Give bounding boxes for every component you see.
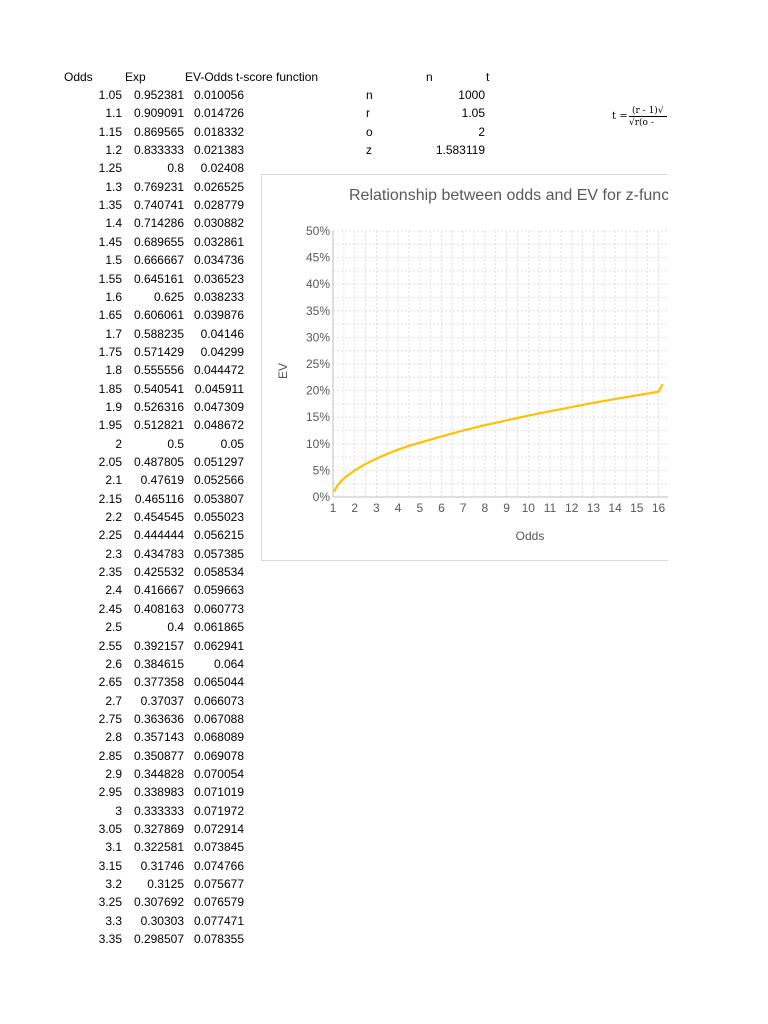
cell-ev[interactable]: 0.047309 <box>193 399 244 414</box>
x-tick-label: 13 <box>586 501 601 515</box>
table-row <box>0 877 250 895</box>
x-tick-label: 7 <box>459 501 467 515</box>
table-row <box>0 694 250 712</box>
cell-exp[interactable]: 0.350877 <box>133 748 184 763</box>
cell-exp[interactable]: 0.689655 <box>133 234 184 249</box>
cell-odds[interactable]: 1.9 <box>105 399 122 414</box>
cell-exp[interactable]: 0.606061 <box>133 308 184 323</box>
cell-ev[interactable]: 0.039876 <box>193 308 244 323</box>
y-tick-label: 45% <box>305 250 330 265</box>
cell-odds[interactable]: 2.05 <box>98 455 122 469</box>
cell-exp[interactable]: 0.47619 <box>140 473 184 488</box>
y-tick-label: 35% <box>305 303 330 318</box>
cell-odds[interactable]: 3.1 <box>105 840 122 855</box>
param-label-o[interactable]: o <box>366 124 373 139</box>
cell-ev[interactable]: 0.065044 <box>193 675 244 690</box>
cell-odds[interactable]: 3.05 <box>98 822 122 836</box>
cell-ev[interactable]: 0.018332 <box>193 124 244 139</box>
cell-ev[interactable]: 0.034736 <box>193 253 244 268</box>
cell-odds[interactable]: 2.55 <box>98 638 122 653</box>
table-row <box>0 290 250 308</box>
y-tick-label: 30% <box>305 330 330 345</box>
cell-ev[interactable]: 0.04299 <box>200 344 244 359</box>
table-row <box>0 730 250 748</box>
cell-odds[interactable]: 2.75 <box>98 711 122 726</box>
header-exp[interactable]: Exp <box>125 70 146 84</box>
cell-odds[interactable]: 1.55 <box>98 271 122 286</box>
cell-ev[interactable]: 0.064 <box>213 656 244 671</box>
cell-exp[interactable]: 0.714286 <box>133 216 184 231</box>
cell-odds[interactable]: 3.2 <box>105 877 122 892</box>
cell-exp[interactable]: 0.769231 <box>133 179 184 194</box>
cell-ev[interactable]: 0.059663 <box>193 583 244 598</box>
table-row <box>0 620 250 638</box>
cell-ev[interactable]: 0.061865 <box>193 620 244 635</box>
table-row <box>0 473 250 491</box>
table-row <box>0 804 250 822</box>
cell-odds[interactable]: 1.85 <box>98 381 122 396</box>
chart-title: Relationship between odds and EV for z-func <box>349 187 669 204</box>
formula-lhs: t = <box>612 111 628 122</box>
cell-ev[interactable]: 0.014726 <box>193 106 244 121</box>
cell-exp[interactable]: 0.416667 <box>133 583 184 598</box>
x-tick-label: 16 <box>651 501 666 515</box>
y-tick-label: 15% <box>305 410 330 425</box>
cell-exp[interactable]: 0.344828 <box>133 766 184 781</box>
cell-ev[interactable]: 0.067088 <box>193 711 244 726</box>
cell-exp[interactable]: 0.298507 <box>133 932 184 947</box>
cell-odds[interactable]: 2.4 <box>105 583 122 598</box>
cell-odds[interactable]: 3.35 <box>98 932 122 947</box>
y-tick-label: 5% <box>312 463 330 478</box>
y-tick-label: 50% <box>305 224 330 238</box>
cell-exp[interactable]: 0.487805 <box>133 455 184 469</box>
table-row <box>0 125 250 143</box>
table-row <box>0 639 250 657</box>
param-value-n[interactable]: 1000 <box>458 88 485 102</box>
cell-ev[interactable]: 0.044472 <box>193 363 244 378</box>
cell-odds[interactable]: 2.65 <box>98 675 122 690</box>
cell-odds[interactable]: 1.65 <box>98 308 122 323</box>
cell-ev[interactable]: 0.02408 <box>200 161 244 176</box>
cell-ev[interactable]: 0.066073 <box>193 693 244 708</box>
x-tick-label: 15 <box>630 501 644 515</box>
table-row <box>0 675 250 693</box>
cell-odds[interactable]: 1.2 <box>105 143 122 158</box>
param-value-o[interactable]: 2 <box>478 124 485 139</box>
cell-exp[interactable]: 0.588235 <box>133 326 184 341</box>
table-row <box>0 749 250 767</box>
param-value-z[interactable]: 1.583119 <box>435 143 485 158</box>
cell-exp[interactable]: 0.357143 <box>133 730 184 745</box>
y-tick-label: 40% <box>305 277 330 292</box>
table-row <box>0 437 250 455</box>
cell-exp[interactable]: 0.526316 <box>133 399 184 414</box>
ev-odds-chart[interactable] <box>261 174 668 561</box>
cell-odds[interactable]: 2.45 <box>98 601 122 616</box>
table-row <box>0 565 250 583</box>
cell-odds[interactable]: 2.3 <box>105 546 122 561</box>
x-axis-ticks <box>330 501 666 515</box>
cell-ev[interactable]: 0.028779 <box>193 198 244 213</box>
cell-exp[interactable]: 0.571429 <box>133 344 184 359</box>
cell-odds[interactable]: 3.15 <box>98 858 122 873</box>
cell-exp[interactable]: 0.869565 <box>133 124 184 139</box>
cell-exp[interactable]: 0.952381 <box>133 88 184 102</box>
chart-gridlines <box>333 231 668 497</box>
x-tick-label: 12 <box>565 501 579 515</box>
cell-exp[interactable]: 0.454545 <box>133 510 184 525</box>
table-row <box>0 345 250 363</box>
cell-ev[interactable]: 0.045911 <box>194 381 244 396</box>
cell-exp[interactable]: 0.8 <box>167 161 184 176</box>
cell-ev[interactable]: 0.055023 <box>193 510 244 525</box>
table-row <box>0 88 250 106</box>
table-row <box>0 785 250 803</box>
x-tick-label: 11 <box>543 501 557 515</box>
table-row <box>0 235 250 253</box>
table-row <box>0 198 250 216</box>
cell-odds[interactable]: 1.05 <box>98 88 122 102</box>
table-row <box>0 602 250 620</box>
cell-ev[interactable]: 0.048672 <box>193 418 244 433</box>
cell-exp[interactable]: 0.384615 <box>133 656 184 671</box>
x-tick-label: 4 <box>394 501 402 515</box>
table-row <box>0 510 250 528</box>
cell-exp[interactable]: 0.31746 <box>140 858 184 873</box>
cell-exp[interactable]: 0.512821 <box>133 418 184 433</box>
x-tick-label: 14 <box>608 501 622 515</box>
cell-ev[interactable]: 0.071019 <box>193 785 244 800</box>
cell-ev[interactable]: 0.021383 <box>193 143 244 158</box>
cell-exp[interactable]: 0.3125 <box>147 877 184 892</box>
cell-ev[interactable]: 0.069078 <box>193 748 244 763</box>
cell-odds[interactable]: 2.25 <box>98 528 122 543</box>
param-label-n[interactable]: n <box>366 88 373 102</box>
cell-exp[interactable]: 0.363636 <box>133 711 184 726</box>
table-row <box>0 327 250 345</box>
x-tick-label: 9 <box>503 501 510 515</box>
cell-exp[interactable]: 0.444444 <box>133 528 184 543</box>
y-tick-label: 25% <box>305 357 330 371</box>
table-row <box>0 161 250 179</box>
cell-exp[interactable]: 0.909091 <box>133 106 184 121</box>
cell-odds[interactable]: 1.5 <box>105 253 122 268</box>
cell-exp[interactable]: 0.5 <box>167 436 184 451</box>
cell-exp[interactable]: 0.322581 <box>133 840 184 855</box>
cell-exp[interactable]: 0.37037 <box>140 693 184 708</box>
formula-numerator: (r - 1)√ <box>629 106 667 117</box>
formula-denominator: √r(o - <box>629 118 654 128</box>
cell-ev[interactable]: 0.060773 <box>193 601 244 616</box>
table-row <box>0 583 250 601</box>
y-tick-label: 10% <box>305 436 330 451</box>
cell-exp[interactable]: 0.666667 <box>133 253 184 268</box>
y-axis-ticks <box>306 224 330 504</box>
param-label-z[interactable]: z <box>366 143 372 158</box>
table-row <box>0 400 250 418</box>
table-row <box>0 216 250 234</box>
cell-exp[interactable]: 0.327869 <box>133 822 184 836</box>
cell-ev[interactable]: 0.030882 <box>193 216 244 231</box>
cell-ev[interactable]: 0.068089 <box>193 730 244 745</box>
cell-ev[interactable]: 0.074766 <box>193 858 244 873</box>
cell-odds[interactable]: 2.1 <box>105 473 122 488</box>
table-row <box>0 712 250 730</box>
cell-odds[interactable]: 3.25 <box>98 895 122 910</box>
cell-exp[interactable]: 0.377358 <box>133 675 184 690</box>
cell-ev[interactable]: 0.057385 <box>193 546 244 561</box>
cell-ev[interactable]: 0.051297 <box>193 455 244 469</box>
cell-exp[interactable]: 0.333333 <box>133 803 184 818</box>
table-row <box>0 382 250 400</box>
cell-odds[interactable]: 1.25 <box>98 161 122 176</box>
cell-exp[interactable]: 0.4 <box>167 620 184 635</box>
cell-ev[interactable]: 0.010056 <box>193 88 244 102</box>
header-t-score-function[interactable]: t-score function <box>236 70 319 84</box>
cell-odds[interactable]: 1.8 <box>105 363 122 378</box>
param-label-r[interactable]: r <box>366 106 370 121</box>
table-row <box>0 308 250 326</box>
table-row <box>0 253 250 271</box>
table-row <box>0 455 250 473</box>
x-tick-label: 8 <box>481 501 489 515</box>
cell-exp[interactable]: 0.833333 <box>133 143 184 158</box>
cell-ev[interactable]: 0.056215 <box>193 528 244 543</box>
cell-odds[interactable]: 1.75 <box>98 344 122 359</box>
cell-exp[interactable]: 0.307692 <box>133 895 184 910</box>
cell-ev[interactable]: 0.078355 <box>193 932 244 947</box>
cell-ev[interactable]: 0.072914 <box>193 822 244 836</box>
cell-odds[interactable]: 2.7 <box>105 693 122 708</box>
cell-odds[interactable]: 1.6 <box>105 289 122 304</box>
header-ev-odds[interactable]: EV-Odds <box>185 70 234 84</box>
table-row <box>0 272 250 290</box>
cell-odds[interactable]: 1.45 <box>98 234 122 249</box>
cell-ev[interactable]: 0.038233 <box>193 289 244 304</box>
x-tick-label: 5 <box>416 501 424 515</box>
cell-ev[interactable]: 0.026525 <box>193 179 244 194</box>
ev-series-line <box>334 384 663 492</box>
cell-ev[interactable]: 0.058534 <box>193 565 244 580</box>
cell-ev[interactable]: 0.075677 <box>193 877 244 892</box>
cell-odds[interactable]: 2.15 <box>98 491 122 506</box>
cell-exp[interactable]: 0.434783 <box>133 546 184 561</box>
cell-odds[interactable]: 1.1 <box>105 106 122 121</box>
cell-odds[interactable]: 2.8 <box>105 730 122 745</box>
cell-exp[interactable]: 0.645161 <box>133 271 184 286</box>
cell-exp[interactable]: 0.625 <box>153 289 184 304</box>
cell-ev[interactable]: 0.05 <box>220 436 244 451</box>
table-row <box>0 657 250 675</box>
chart-canvas <box>262 175 668 561</box>
t-score-formula[interactable] <box>612 106 668 132</box>
chart-series <box>334 384 663 492</box>
cell-exp[interactable]: 0.338983 <box>133 785 184 800</box>
cell-odds[interactable]: 3.3 <box>105 913 122 928</box>
cell-exp[interactable]: 0.392157 <box>133 638 184 653</box>
cell-odds[interactable]: 3 <box>115 803 122 818</box>
header-t[interactable]: t <box>486 70 490 84</box>
cell-ev[interactable]: 0.076579 <box>193 895 244 910</box>
table-row <box>0 767 250 785</box>
table-row <box>0 932 250 950</box>
table-row <box>0 859 250 877</box>
table-row <box>0 418 250 436</box>
header-odds[interactable]: Odds <box>64 70 93 84</box>
table-row <box>0 895 250 913</box>
cell-odds[interactable]: 1.15 <box>98 124 122 139</box>
cell-odds[interactable]: 2.35 <box>98 565 122 580</box>
table-row <box>0 914 250 932</box>
cell-exp[interactable]: 0.408163 <box>133 601 184 616</box>
cell-odds[interactable]: 2.85 <box>98 748 122 763</box>
cell-exp[interactable]: 0.740741 <box>133 198 184 213</box>
x-tick-label: 6 <box>438 501 445 515</box>
table-row <box>0 822 250 840</box>
cell-ev[interactable]: 0.04146 <box>200 326 244 341</box>
table-row <box>0 106 250 124</box>
table-row <box>0 840 250 858</box>
cell-exp[interactable]: 0.540541 <box>133 381 184 396</box>
cell-odds[interactable]: 1.4 <box>105 216 122 231</box>
cell-exp[interactable]: 0.465116 <box>134 491 184 506</box>
cell-odds[interactable]: 2.6 <box>105 656 122 671</box>
param-value-r[interactable]: 1.05 <box>461 106 485 121</box>
y-axis-label: EV <box>276 362 290 380</box>
table-row <box>0 180 250 198</box>
cell-ev[interactable]: 0.052566 <box>193 473 244 488</box>
cell-odds[interactable]: 2.2 <box>105 510 122 525</box>
cell-exp[interactable]: 0.425532 <box>133 565 184 580</box>
table-row <box>0 547 250 565</box>
y-tick-label: 20% <box>305 383 330 398</box>
cell-odds[interactable]: 1.35 <box>98 198 122 213</box>
cell-ev[interactable]: 0.053807 <box>193 491 244 506</box>
cell-odds[interactable]: 2.9 <box>105 766 122 781</box>
cell-ev[interactable]: 0.036523 <box>193 271 244 286</box>
x-tick-label: 2 <box>351 501 359 515</box>
cell-odds[interactable]: 1.95 <box>98 418 122 433</box>
cell-odds[interactable]: 2 <box>115 436 122 451</box>
x-tick-label: 1 <box>329 501 337 515</box>
cell-ev[interactable]: 0.073845 <box>193 840 244 855</box>
cell-ev[interactable]: 0.071972 <box>193 803 244 818</box>
cell-exp[interactable]: 0.30303 <box>140 913 184 928</box>
cell-ev[interactable]: 0.062941 <box>193 638 244 653</box>
table-row <box>0 363 250 381</box>
cell-odds[interactable]: 1.7 <box>105 326 122 341</box>
x-axis-label: Odds <box>515 529 545 543</box>
cell-odds[interactable]: 1.3 <box>105 179 122 194</box>
table-row <box>0 528 250 546</box>
cell-odds[interactable]: 2.5 <box>105 620 122 635</box>
x-tick-label: 3 <box>373 501 380 515</box>
table-row <box>0 143 250 161</box>
table-row <box>0 492 250 510</box>
y-tick-label: 0% <box>312 490 330 504</box>
header-n[interactable]: n <box>426 70 433 84</box>
cell-ev[interactable]: 0.032861 <box>193 234 244 249</box>
x-tick-label: 10 <box>521 501 535 515</box>
cell-exp[interactable]: 0.555556 <box>133 363 184 378</box>
cell-ev[interactable]: 0.077471 <box>193 913 244 928</box>
cell-odds[interactable]: 2.95 <box>98 785 122 800</box>
cell-ev[interactable]: 0.070054 <box>193 766 244 781</box>
